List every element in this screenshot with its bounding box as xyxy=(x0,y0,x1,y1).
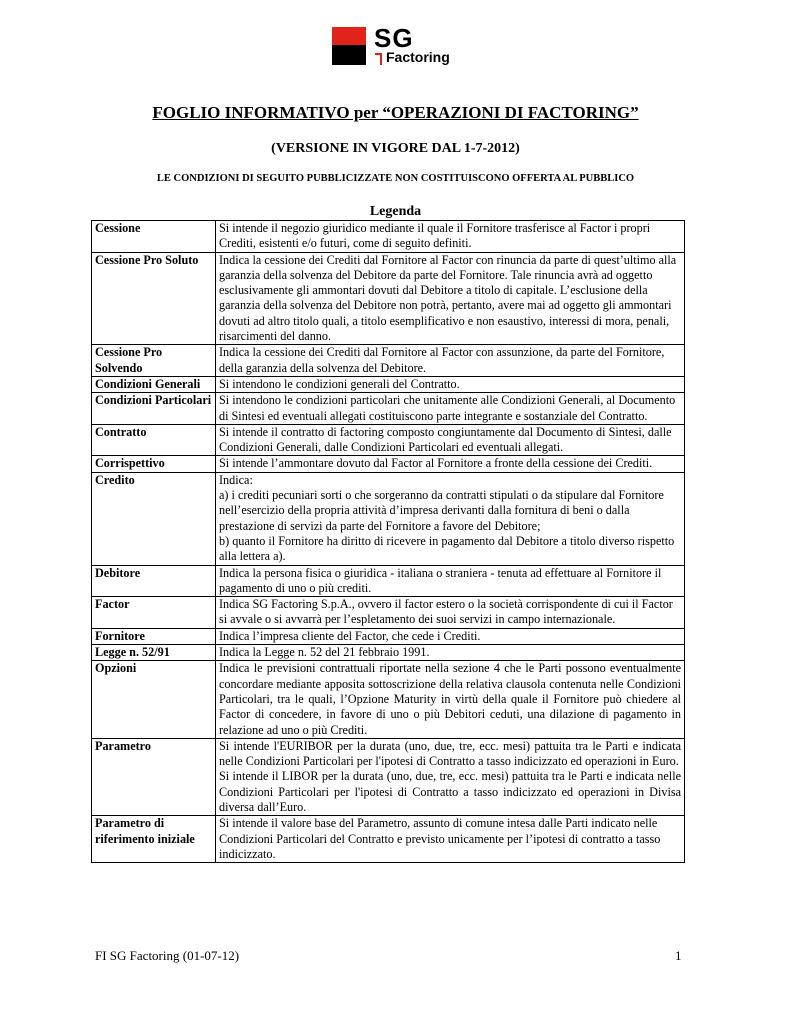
table-row xyxy=(92,565,685,597)
definition-paragraph: Indica: xyxy=(219,472,253,487)
definition-cell xyxy=(216,565,685,597)
term-cell: Debitore xyxy=(92,565,216,597)
table-row xyxy=(92,661,685,738)
table-row xyxy=(92,252,685,345)
definition-paragraph: Si intendono le condizioni generali del Contratto. xyxy=(219,376,460,391)
definition-cell xyxy=(216,221,685,253)
definition-paragraph: b) quanto il Fornitore ha diritto di ricevere in pagamento dal Debitore a titolo diverso rispetto alla lettera a). xyxy=(219,533,675,564)
table-row xyxy=(92,628,685,644)
term-cell: Opzioni xyxy=(92,661,216,738)
definition-cell xyxy=(216,252,685,345)
definition-cell xyxy=(216,661,685,738)
table-row xyxy=(92,597,685,629)
definition-cell xyxy=(216,597,685,629)
definition-paragraph: Si intende il contratto di factoring composto congiuntamente dal Documento di Sintesi, dalle Condizioni Generali, dalle Condizioni Particolari ed eventuali allegati. xyxy=(219,424,672,455)
legend-heading: Legenda xyxy=(369,204,422,219)
term-cell: Cessione Pro Soluto xyxy=(92,252,216,345)
term-cell: Legge n. 52/91 xyxy=(92,645,216,661)
definition-paragraph: Si intendono le condizioni particolari che unitamente alle Condizioni Generali, al Documento di Sintesi ed eventuali allegati costituiscono parte integrante e sostanziale del Contratto. xyxy=(219,393,676,423)
table-row xyxy=(92,816,685,863)
table-row xyxy=(92,472,685,565)
table-row xyxy=(92,645,685,661)
table-row xyxy=(92,738,685,815)
logo-product: Factoring xyxy=(386,49,450,65)
term-cell: Factor xyxy=(92,597,216,629)
table-row xyxy=(92,345,685,377)
definition-cell xyxy=(216,472,685,565)
definition-cell xyxy=(216,456,685,472)
table-row xyxy=(92,393,685,425)
term-cell: Contratto xyxy=(92,424,216,456)
term-cell: Condizioni Generali xyxy=(92,376,216,392)
term-cell: Parametro di riferimento iniziale xyxy=(92,816,216,863)
definition-cell xyxy=(216,393,685,425)
term-cell: Corrispettivo xyxy=(92,456,216,472)
offer-notice: LE CONDIZIONI DI SEGUITO PUBBLICIZZATE NON COSTITUISCONO OFFERTA AL PUBBLICO xyxy=(156,173,635,184)
term-cell: Cessione Pro Solvendo xyxy=(92,345,216,377)
definition-paragraph: Indica SG Factoring S.p.A., ovvero il factor estero o la società corrispondente di cui il Factor si avvale o si avvarrà per l’espletamento dei suoi servizi in campo internazionale. xyxy=(219,597,673,627)
term-cell: Credito xyxy=(92,472,216,565)
definition-paragraph: Si intende il negozio giuridico mediante il quale il Fornitore trasferisce al Factor i propri Crediti, esistenti e/o futuri, come di seguito definiti. xyxy=(219,221,651,251)
definition-cell xyxy=(216,376,685,392)
term-cell: Parametro xyxy=(92,738,216,815)
definition-paragraph: Indica la cessione dei Crediti dal Fornitore al Factor con rinuncia da parte di quest’ultimo alla garanzia della solvenza del Debitore da parte del Fornitore. Tale rinuncia avrà ad oggetto esclusivamente gli ammontari dovuti dal Debitore a titolo di capitale. L’esclusione della garanzia della solvenza del Debitore non potrà, pertanto, avere mai ad oggetto gli ammontari dovuti ad altro titolo quali, a titolo esemplificativo e non esaustivo, interessi di mora, penali, risarcimenti del danno. xyxy=(219,252,677,344)
term-cell: Condizioni Particolari xyxy=(92,393,216,425)
table-row xyxy=(92,424,685,456)
definition-paragraph: a) i crediti pecuniari sorti o che sorgeranno da contratti stipulati o da stipulare dal Fornitore nell’esercizio della propria attività d’impresa derivanti dalla fornitura di beni o dalla prestazione di servizi da parte del Fornitore a favore del Debitore; xyxy=(219,488,664,533)
definition-paragraph: Si intende il LIBOR per la durata (uno, due, tre, ecc. mesi) pattuita tra le Parti e indicata nelle Condizioni Particolari per l'ipotesi di Contratto a tasso indicizzato ed operazioni in Divisa diversa dall’Euro. xyxy=(219,769,681,814)
definition-paragraph: Indica la cessione dei Crediti dal Fornitore al Factor con assunzione, da parte del Fornitore, della garanzia della solvenza del Debitore. xyxy=(219,345,665,375)
page-number: 1 xyxy=(675,948,682,963)
definition-cell xyxy=(216,816,685,863)
definition-paragraph: Indica le previsioni contrattuali riportate nella sezione 4 che le Parti possono eventualmente concordare mediante apposita sottoscrizione della relativa clausola contenuta nelle Condizioni Particolari, tra le quali, l’Opzione Maturity in virtù della quale il Fornitore può chiedere al Factor di concedere, in favore di uno o più Debitori ceduti, una dilazione di pagamento in relazione ad uno o più Crediti. xyxy=(219,661,681,737)
definition-cell xyxy=(216,738,685,815)
definition-cell xyxy=(216,628,685,644)
definition-cell xyxy=(216,424,685,456)
term-cell: Cessione xyxy=(92,221,216,253)
definition-paragraph: Indica la persona fisica o giuridica - italiana o straniera - tenuta ad effettuare al Fornitore il pagamento di uno o più crediti. xyxy=(219,565,662,595)
definition-paragraph: Indica l’impresa cliente del Factor, che cede i Crediti. xyxy=(219,628,481,643)
definition-cell xyxy=(216,645,685,661)
sg-factoring-logo xyxy=(332,23,462,71)
term-cell: Fornitore xyxy=(92,628,216,644)
definition-paragraph: Si intende l'EURIBOR per la durata (uno, due, tre, ecc. mesi) pattuita tra le Parti e indicata nelle Condizioni Particolari per l'ipotesi di Contratto a tasso indicizzato ed operazioni in Euro. xyxy=(219,738,681,769)
footer-document-id: FI SG Factoring (01-07-12) xyxy=(95,948,240,963)
table-row xyxy=(92,456,685,472)
definition-paragraph: Si intende il valore base del Parametro, assunto di comune intesa dalle Parti indicato nelle Condizioni Particolari del Contratto e previsto unicamente per l’ipotesi di contratto a tasso indicizzato. xyxy=(219,816,661,861)
definition-paragraph: Si intende l’ammontare dovuto dal Factor al Fornitore a fronte della cessione dei Crediti. xyxy=(219,456,653,471)
version-subtitle: (VERSIONE IN VIGORE DAL 1-7-2012) xyxy=(271,141,520,156)
logo-corner-mark xyxy=(375,53,382,65)
table-row xyxy=(92,221,685,253)
definition-paragraph: Indica la Legge n. 52 del 21 febbraio 1991. xyxy=(219,645,430,660)
definition-cell xyxy=(216,345,685,377)
page-title: FOGLIO INFORMATIVO per “OPERAZIONI DI FACTORING” xyxy=(152,103,639,122)
logo-brand: SG xyxy=(374,23,414,53)
logo-square-mark xyxy=(332,27,366,65)
table-row xyxy=(92,376,685,392)
legend-table xyxy=(91,220,685,863)
